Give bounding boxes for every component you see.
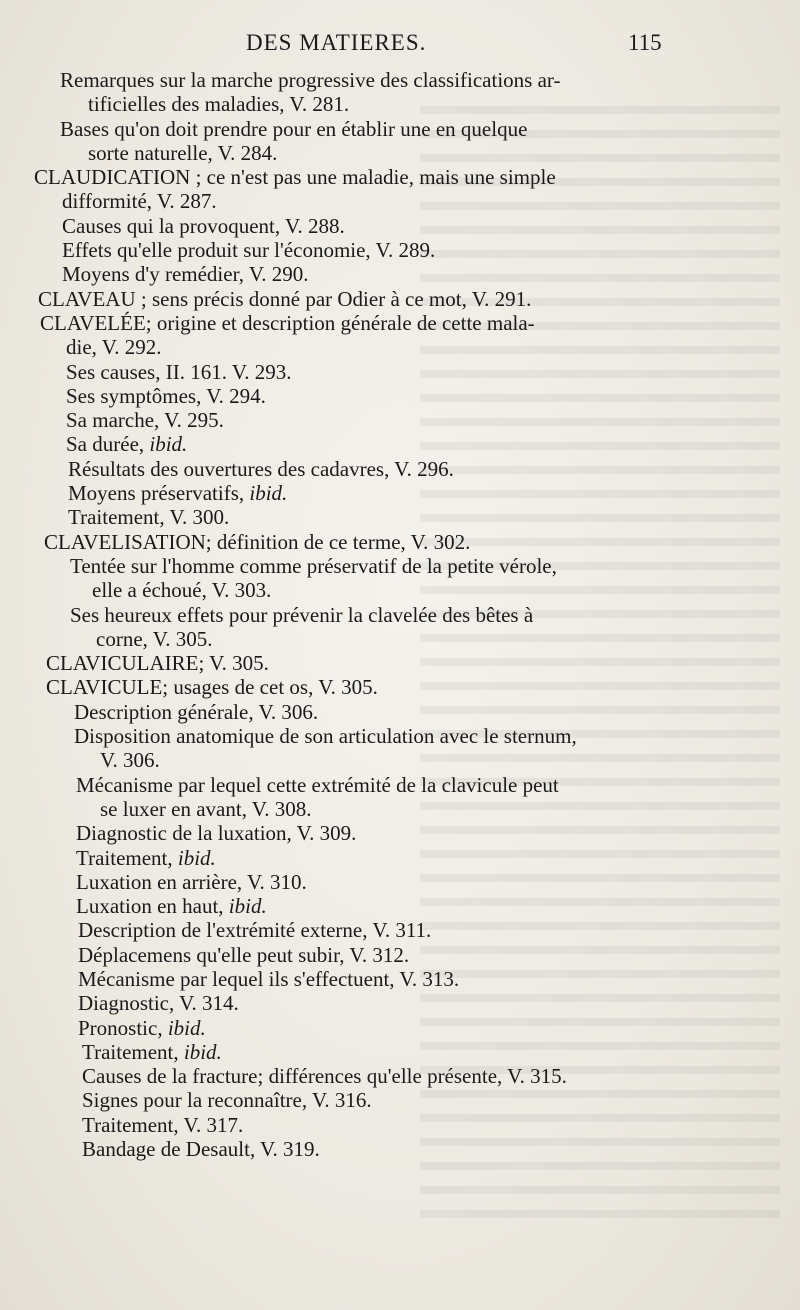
index-entry — [0, 846, 800, 870]
entry-continuation-line: die, V. 292. — [66, 335, 162, 360]
entry-line: Déplacemens qu'elle peut subir, V. 312. — [78, 942, 410, 967]
entry-line: Luxation en haut, ibid. — [76, 894, 267, 919]
running-title: DES MATIERES. — [246, 30, 427, 55]
entry-line: Moyens d'y remédier, V. 290. — [62, 262, 309, 287]
entry-line: Description générale, V. 306. — [74, 699, 319, 724]
index-entry — [0, 773, 800, 822]
entry-line: Bases qu'on doit prendre pour en établir une en quelque — [60, 116, 528, 141]
index-entry — [0, 603, 800, 652]
entry-line: Tentée sur l'homme comme préservatif de la petite vérole, — [70, 553, 557, 578]
entry-line: Remarques sur la marche progressive des classifications ar- — [60, 68, 561, 92]
entry-line: Effets qu'elle produit sur l'économie, V. 289. — [62, 238, 436, 263]
index-entry — [0, 408, 800, 432]
index-entry — [0, 554, 800, 603]
entry-line: Sa durée, ibid. — [66, 432, 188, 457]
index-entry — [0, 918, 800, 942]
entry-line: CLAVEAU ; sens précis donné par Odier à ce mot, V. 291. — [38, 286, 532, 311]
entry-continuation-line: V. 306. — [100, 748, 160, 773]
index-entry — [0, 457, 800, 481]
index-entry — [0, 1040, 800, 1064]
index-entry — [0, 311, 800, 360]
entry-line: Mécanisme par lequel ils s'effectuent, V. 313. — [78, 966, 460, 991]
index-entry — [0, 1137, 800, 1161]
index-entry — [0, 165, 800, 214]
entry-line: CLAVELÉE; origine et description générale de cette mala- — [40, 310, 535, 335]
index-entry — [0, 1113, 800, 1137]
index-entry — [0, 894, 800, 918]
index-entries — [0, 68, 800, 1161]
entry-continuation-line: corne, V. 305. — [96, 626, 213, 651]
index-entry — [0, 700, 800, 724]
entry-line: Disposition anatomique de son articulation avec le sternum, — [74, 724, 577, 749]
index-entry — [0, 530, 800, 554]
page-number: 115 — [628, 30, 662, 55]
entry-line: Moyens préservatifs, ibid. — [68, 481, 288, 506]
index-entry — [0, 287, 800, 311]
entry-continuation-line: difformité, V. 287. — [62, 189, 217, 214]
entry-line: Résultats des ouvertures des cadavres, V. 296. — [68, 456, 454, 481]
entry-line: CLAVICULE; usages de cet os, V. 305. — [46, 675, 378, 700]
index-entry — [0, 821, 800, 845]
entry-line: Causes qui la provoquent, V. 288. — [62, 213, 345, 238]
entry-line: Causes de la fracture; différences qu'elle présente, V. 315. — [82, 1064, 567, 1089]
index-entry — [0, 214, 800, 238]
index-entry — [0, 651, 800, 675]
entry-line: Traitement, V. 317. — [82, 1112, 244, 1137]
index-entry — [0, 432, 800, 456]
entry-line: Diagnostic de la luxation, V. 309. — [76, 821, 357, 846]
entry-line: Mécanisme par lequel cette extrémité de la clavicule peut — [76, 772, 559, 797]
index-entry — [0, 360, 800, 384]
entry-line: Traitement, ibid. — [82, 1039, 222, 1064]
index-entry — [0, 481, 800, 505]
index-entry — [0, 943, 800, 967]
index-entry — [0, 262, 800, 286]
entry-line: CLAVICULAIRE; V. 305. — [46, 651, 269, 676]
index-entry — [0, 68, 800, 117]
index-entry — [0, 238, 800, 262]
page-header — [0, 30, 800, 64]
entry-line: Signes pour la reconnaître, V. 316. — [82, 1088, 372, 1113]
entry-line: Description de l'extrémité externe, V. 311. — [78, 918, 432, 943]
index-entry — [0, 675, 800, 699]
index-entry — [0, 384, 800, 408]
entry-line: CLAUDICATION ; ce n'est pas une maladie, mais une simple — [34, 165, 556, 190]
entry-line: Luxation en arrière, V. 310. — [76, 869, 307, 894]
entry-line: Traitement, V. 300. — [68, 505, 230, 530]
entry-line: Pronostic, ibid. — [78, 1015, 206, 1040]
entry-continuation-line: elle a échoué, V. 303. — [92, 578, 272, 603]
index-entry — [0, 1088, 800, 1112]
index-entry — [0, 870, 800, 894]
entry-line: Ses causes, II. 161. V. 293. — [66, 359, 292, 384]
entry-continuation-line: tificielles des maladies, V. 281. — [88, 92, 350, 117]
entry-continuation-line: sorte naturelle, V. 284. — [88, 140, 278, 165]
index-entry — [0, 991, 800, 1015]
entry-line: Ses heureux effets pour prévenir la clavelée des bêtes à — [70, 602, 534, 627]
index-entry — [0, 1016, 800, 1040]
entry-line: Traitement, ibid. — [76, 845, 216, 870]
entry-line: Bandage de Desault, V. 319. — [82, 1137, 320, 1162]
index-entry — [0, 1064, 800, 1088]
index-entry — [0, 505, 800, 529]
index-entry — [0, 724, 800, 773]
index-entry — [0, 967, 800, 991]
entry-line: Ses symptômes, V. 294. — [66, 383, 266, 408]
entry-line: Diagnostic, V. 314. — [78, 991, 239, 1016]
index-entry — [0, 117, 800, 166]
entry-line: CLAVELISATION; définition de ce terme, V. 302. — [44, 529, 471, 554]
entry-line: Sa marche, V. 295. — [66, 408, 224, 433]
entry-continuation-line: se luxer en avant, V. 308. — [100, 796, 312, 821]
